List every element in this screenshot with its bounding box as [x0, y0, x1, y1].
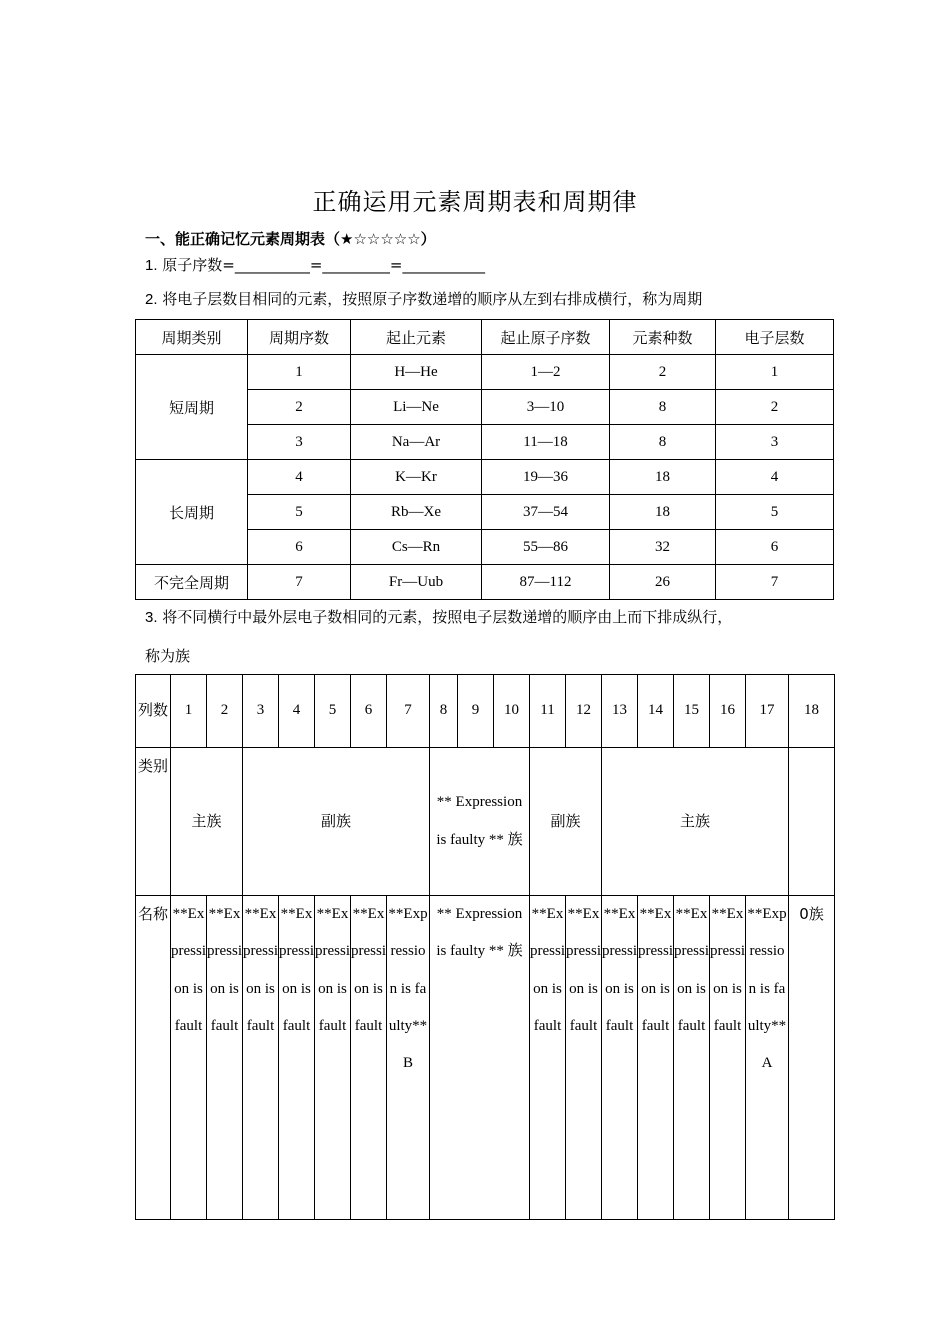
period-cell: 6: [248, 530, 351, 565]
item-1-number: 1.: [145, 257, 158, 274]
group-name-cell: ** Expression is faulty ** 族: [430, 896, 530, 1220]
column-number-cell: 10: [494, 675, 530, 748]
period-cell: 3: [716, 425, 834, 460]
column-number-cell: 14: [638, 675, 674, 748]
column-number-cell: 5: [315, 675, 351, 748]
item-3-text-line2: 称为族: [145, 647, 191, 665]
column-number-cell: 9: [458, 675, 494, 748]
period-cell: 3—10: [482, 390, 610, 425]
period-cell: 11—18: [482, 425, 610, 460]
group-name-cell: **Expression is fault: [710, 896, 746, 1220]
period-header-cell: 电子层数: [716, 320, 834, 355]
period-cell: H—He: [351, 355, 482, 390]
period-header-cell: 周期序数: [248, 320, 351, 355]
item-1: [145, 254, 485, 275]
period-cell: 18: [610, 495, 716, 530]
column-number-cell: 13: [602, 675, 638, 748]
item-2-text: 将电子层数目相同的元素，按照原子序数递增的顺序从左到右排成横行，称为周期: [162, 290, 703, 308]
period-cell: Li—Ne: [351, 390, 482, 425]
group-name-cell: **Expression is fault: [638, 896, 674, 1220]
period-cell: 1—2: [482, 355, 610, 390]
period-table: [135, 319, 834, 600]
period-cell: 87—112: [482, 565, 610, 600]
period-header-cell: 周期类别: [136, 320, 248, 355]
period-header-cell: 起止元素: [351, 320, 482, 355]
group-name-cell: **Expression is fault: [530, 896, 566, 1220]
period-category-cell: 短周期: [136, 355, 248, 460]
group-name-cell: 0族: [789, 896, 835, 1220]
group-table: [135, 674, 835, 1220]
period-cell: 37—54: [482, 495, 610, 530]
period-cell: 2: [716, 390, 834, 425]
category-main-right: 主族: [602, 748, 789, 896]
period-cell: 2: [610, 355, 716, 390]
period-cell: 7: [248, 565, 351, 600]
period-cell: 5: [248, 495, 351, 530]
period-cell: 4: [248, 460, 351, 495]
period-cell: 1: [716, 355, 834, 390]
category-sub-left: 副族: [243, 748, 430, 896]
period-cell: 8: [610, 425, 716, 460]
column-number-cell: 7: [387, 675, 430, 748]
column-number-cell: 2: [207, 675, 243, 748]
period-row: [136, 355, 834, 390]
column-number-cell: 15: [674, 675, 710, 748]
period-category-cell: 长周期: [136, 460, 248, 565]
category-main-left: 主族: [171, 748, 243, 896]
period-cell: 5: [716, 495, 834, 530]
period-cell: Rb—Xe: [351, 495, 482, 530]
period-header-row: [136, 320, 834, 355]
column-number-cell: 1: [171, 675, 207, 748]
group-row-names: [136, 896, 835, 1220]
item-3-number: 3.: [145, 609, 158, 626]
period-cell: 2: [248, 390, 351, 425]
period-category-cell: 不完全周期: [136, 565, 248, 600]
group-name-cell: **Expression is fault: [315, 896, 351, 1220]
period-cell: 26: [610, 565, 716, 600]
column-number-cell: 4: [279, 675, 315, 748]
period-cell: 1: [248, 355, 351, 390]
column-number-cell: 16: [710, 675, 746, 748]
period-row: [136, 460, 834, 495]
item-3-line2: [145, 645, 190, 666]
row-label-names: 名称: [136, 896, 171, 1220]
group-row-columns: [136, 675, 835, 748]
column-number-cell: 17: [746, 675, 789, 748]
group-name-cell: **Expression is fault: [602, 896, 638, 1220]
row-label-columns: 列数: [136, 675, 171, 748]
group-name-cell: **Expression is fault: [279, 896, 315, 1220]
period-cell: K—Kr: [351, 460, 482, 495]
item-1-text: 原子序数=__________=_________=___________: [162, 256, 486, 274]
column-number-cell: 18: [789, 675, 835, 748]
period-cell: Fr—Uub: [351, 565, 482, 600]
group-name-cell: **Expression is fault: [351, 896, 387, 1220]
category-viii: ** Expression is faulty ** 族: [430, 748, 530, 896]
section-heading: 一、能正确记忆元素周期表（★☆☆☆☆☆）: [145, 230, 436, 248]
page-title: 正确运用元素周期表和周期律: [312, 188, 638, 216]
row-label-category: 类别: [136, 748, 171, 896]
period-header-cell: 起止原子序数: [482, 320, 610, 355]
group-name-cell: **Expression is faulty**A: [746, 896, 789, 1220]
period-cell: 7: [716, 565, 834, 600]
period-cell: 8: [610, 390, 716, 425]
group-name-cell: **Expression is fault: [243, 896, 279, 1220]
column-number-cell: 3: [243, 675, 279, 748]
group-row-category: [136, 748, 835, 896]
group-name-cell: **Expression is fault: [171, 896, 207, 1220]
item-2: [145, 288, 702, 309]
period-cell: 18: [610, 460, 716, 495]
period-cell: 55—86: [482, 530, 610, 565]
item-2-number: 2.: [145, 291, 158, 308]
category-last: [789, 748, 835, 896]
period-cell: 6: [716, 530, 834, 565]
group-name-cell: **Expression is fault: [566, 896, 602, 1220]
category-sub-right: 副族: [530, 748, 602, 896]
column-number-cell: 8: [430, 675, 458, 748]
period-header-cell: 元素种数: [610, 320, 716, 355]
item-3: [145, 606, 732, 627]
group-name-cell: **Expression is faulty**B: [387, 896, 430, 1220]
group-name-cell: **Expression is fault: [207, 896, 243, 1220]
period-cell: Cs—Rn: [351, 530, 482, 565]
group-name-cell: **Expression is fault: [674, 896, 710, 1220]
period-cell: 4: [716, 460, 834, 495]
period-cell: 3: [248, 425, 351, 460]
column-number-cell: 11: [530, 675, 566, 748]
column-number-cell: 12: [566, 675, 602, 748]
period-row: [136, 565, 834, 600]
period-cell: 32: [610, 530, 716, 565]
column-number-cell: 6: [351, 675, 387, 748]
period-cell: 19—36: [482, 460, 610, 495]
item-3-text-line1: 将不同横行中最外层电子数相同的元素，按照电子层数递增的顺序由上而下排成纵行，: [162, 608, 733, 626]
period-cell: Na—Ar: [351, 425, 482, 460]
